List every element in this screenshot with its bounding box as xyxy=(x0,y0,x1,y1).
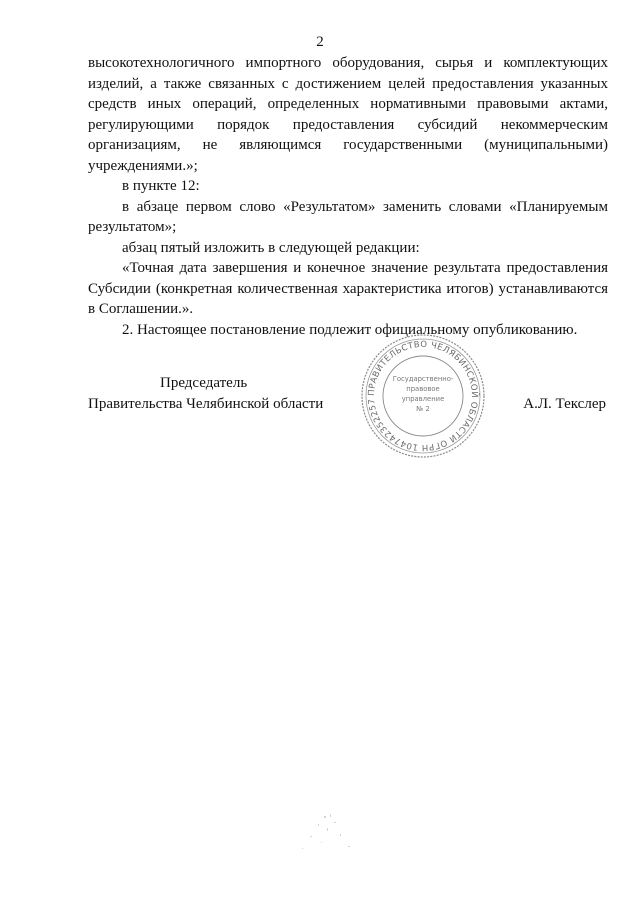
seal-graphic xyxy=(358,331,488,461)
body-line: средств иных операций, определенных нормативными правовыми актами, xyxy=(88,96,608,112)
seal-center-line: Государственно- xyxy=(392,375,454,383)
seal-ring-text: ПРАВИТЕЛЬСТВО ЧЕЛЯБИНСКОЙ ОБЛАСТИ ОГРН 104742352257 xyxy=(366,339,480,453)
scan-artifact xyxy=(290,812,370,857)
paragraph-amend-first-cont: результатом»; xyxy=(88,219,177,235)
official-seal xyxy=(358,331,488,461)
seal-center-line: № 2 xyxy=(416,405,430,413)
quote-line: в Соглашении.». xyxy=(88,301,194,317)
body-line: организациям, не являющимся государственными (муниципальными) xyxy=(88,137,608,153)
paragraph-amend-first: в абзаце первом слово «Результатом» заменить словами «Планируемым xyxy=(122,198,608,215)
body-line: высокотехнологичного импортного оборудования, сырья и комплектующих xyxy=(88,55,608,71)
paragraph-item-2: 2. Настоящее постановление подлежит официальному опубликованию. xyxy=(122,321,578,338)
signature-title xyxy=(88,373,323,414)
body-line: регулирующими порядок предоставления субсидий некоммерческим xyxy=(88,116,608,133)
paragraph-amend-fifth: абзац пятый изложить в следующей редакции: xyxy=(122,239,420,256)
seal-center-line: управление xyxy=(401,395,445,403)
quote-line: Субсидии (конкретная количественная характеристика итогов) устанавливаются xyxy=(88,280,608,297)
paragraph-item-12: в пункте 12: xyxy=(122,178,200,194)
seal-center-line: правовое xyxy=(406,385,440,393)
body-line: изделий, а также связанных с достижением целей предоставления указанных xyxy=(88,75,608,92)
signature-title-line: Председатель xyxy=(160,375,248,391)
page-number: 2 xyxy=(316,34,324,50)
signatory-name: А.Л. Текслер xyxy=(523,396,606,412)
body-line: учреждениями.»; xyxy=(88,157,198,174)
document-body xyxy=(88,53,608,340)
quote-line: «Точная дата завершения и конечное значение результата предоставления xyxy=(122,260,608,276)
signature-title-line: Правительства Челябинской области xyxy=(88,395,324,412)
